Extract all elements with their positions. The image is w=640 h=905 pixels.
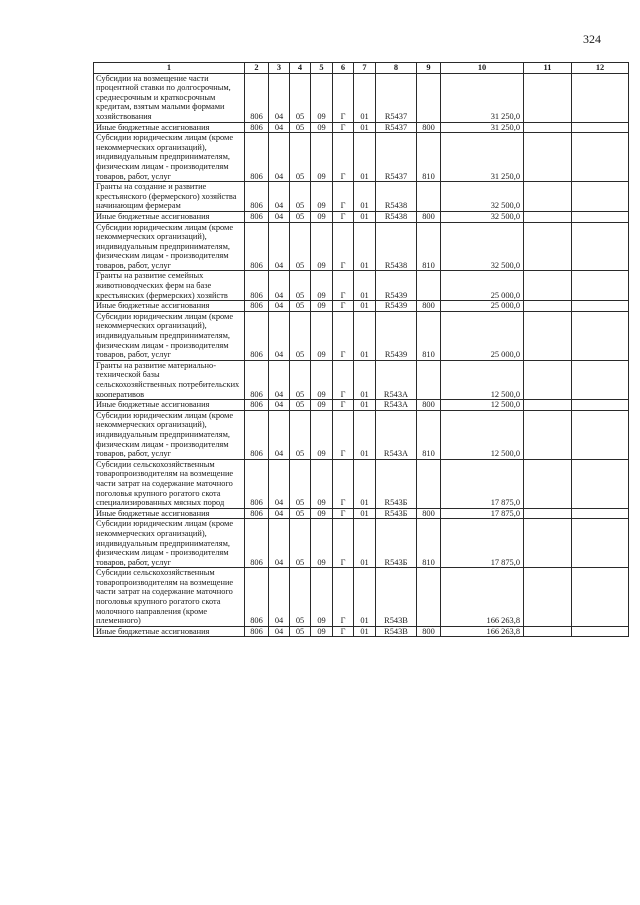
code-cell: R5438 <box>376 182 417 212</box>
amount-cell <box>572 182 629 212</box>
code-cell: 806 <box>245 222 269 271</box>
column-header: 7 <box>354 63 376 74</box>
code-cell: Г <box>333 410 354 459</box>
amount-cell <box>572 271 629 301</box>
code-cell: 01 <box>354 211 376 222</box>
code-cell: R543В <box>376 626 417 637</box>
code-cell: 806 <box>245 133 269 182</box>
code-cell: R543А <box>376 360 417 399</box>
amount-cell <box>524 568 572 627</box>
row-name-cell: Субсидии юридическим лицам (кроме некоммерческих организаций), индивидуальным предпринимателям, физическим лицам - производителям товаров, работ, услуг <box>94 519 245 568</box>
code-cell: 806 <box>245 73 269 122</box>
column-header: 6 <box>333 63 354 74</box>
row-name-cell: Иные бюджетные ассигнования <box>94 301 245 312</box>
row-name-cell: Иные бюджетные ассигнования <box>94 626 245 637</box>
amount-cell: 31 250,0 <box>441 122 524 133</box>
code-cell: 800 <box>417 122 441 133</box>
code-cell: 05 <box>290 519 311 568</box>
column-header: 1 <box>94 63 245 74</box>
code-cell: 05 <box>290 73 311 122</box>
amount-cell <box>572 360 629 399</box>
amount-cell: 32 500,0 <box>441 182 524 212</box>
code-cell: Г <box>333 211 354 222</box>
code-cell: 810 <box>417 133 441 182</box>
code-cell: Г <box>333 519 354 568</box>
code-cell: 04 <box>269 271 290 301</box>
column-header: 11 <box>524 63 572 74</box>
code-cell: 01 <box>354 508 376 519</box>
code-cell: 01 <box>354 410 376 459</box>
amount-cell: 31 250,0 <box>441 133 524 182</box>
amount-cell <box>524 410 572 459</box>
row-name-cell: Иные бюджетные ассигнования <box>94 122 245 133</box>
code-cell: 04 <box>269 360 290 399</box>
code-cell: 05 <box>290 211 311 222</box>
code-cell: R543В <box>376 568 417 627</box>
code-cell: R5437 <box>376 133 417 182</box>
code-cell: 09 <box>311 508 333 519</box>
code-cell: 09 <box>311 271 333 301</box>
table-row <box>94 410 629 459</box>
amount-cell <box>572 133 629 182</box>
amount-cell <box>524 133 572 182</box>
amount-cell <box>524 301 572 312</box>
row-name-cell: Субсидии сельскохозяйственным товаропроизводителям на возмещение части затрат на содержание маточного поголовья крупного рогатого скота специализированных мясных пород <box>94 459 245 508</box>
code-cell <box>417 459 441 508</box>
amount-cell: 25 000,0 <box>441 271 524 301</box>
code-cell: 806 <box>245 508 269 519</box>
code-cell: 04 <box>269 301 290 312</box>
code-cell: 04 <box>269 222 290 271</box>
code-cell: 800 <box>417 508 441 519</box>
amount-cell <box>524 519 572 568</box>
table-row <box>94 508 629 519</box>
code-cell: R5439 <box>376 301 417 312</box>
table-header-row <box>94 63 629 74</box>
code-cell: R5437 <box>376 73 417 122</box>
amount-cell: 25 000,0 <box>441 311 524 360</box>
code-cell: 05 <box>290 410 311 459</box>
code-cell: 05 <box>290 360 311 399</box>
code-cell: 800 <box>417 400 441 411</box>
table-row <box>94 122 629 133</box>
code-cell: 800 <box>417 626 441 637</box>
row-name-cell: Субсидии юридическим лицам (кроме некоммерческих организаций), индивидуальным предпринимателям, физическим лицам - производителям товаров, работ, услуг <box>94 133 245 182</box>
code-cell: 09 <box>311 211 333 222</box>
amount-cell <box>572 410 629 459</box>
column-header: 4 <box>290 63 311 74</box>
code-cell: 09 <box>311 519 333 568</box>
table-row <box>94 301 629 312</box>
amount-cell <box>572 222 629 271</box>
code-cell: 800 <box>417 211 441 222</box>
code-cell: 01 <box>354 133 376 182</box>
code-cell: 806 <box>245 211 269 222</box>
code-cell: 810 <box>417 311 441 360</box>
code-cell: R543А <box>376 410 417 459</box>
code-cell <box>417 73 441 122</box>
code-cell <box>417 360 441 399</box>
amount-cell <box>572 211 629 222</box>
amount-cell <box>572 301 629 312</box>
table-row <box>94 271 629 301</box>
table-row <box>94 459 629 508</box>
code-cell: 05 <box>290 508 311 519</box>
code-cell: 04 <box>269 400 290 411</box>
row-name-cell: Гранты на создание и развитие крестьянского (фермерского) хозяйства начинающим фермерам <box>94 182 245 212</box>
code-cell: 04 <box>269 459 290 508</box>
code-cell: 04 <box>269 182 290 212</box>
code-cell: 09 <box>311 410 333 459</box>
amount-cell <box>524 222 572 271</box>
code-cell: 09 <box>311 311 333 360</box>
code-cell: 01 <box>354 459 376 508</box>
amount-cell <box>572 626 629 637</box>
amount-cell <box>572 122 629 133</box>
code-cell: Г <box>333 311 354 360</box>
code-cell: Г <box>333 182 354 212</box>
code-cell: R543А <box>376 400 417 411</box>
code-cell: 01 <box>354 122 376 133</box>
row-name-cell: Гранты на развитие материально-технической базы сельскохозяйственных потребительских кооперативов <box>94 360 245 399</box>
code-cell: 09 <box>311 222 333 271</box>
code-cell: 01 <box>354 222 376 271</box>
amount-cell <box>572 568 629 627</box>
column-header: 12 <box>572 63 629 74</box>
amount-cell: 32 500,0 <box>441 211 524 222</box>
code-cell: Г <box>333 459 354 508</box>
amount-cell <box>524 211 572 222</box>
code-cell: 05 <box>290 122 311 133</box>
code-cell: 05 <box>290 459 311 508</box>
amount-cell: 12 500,0 <box>441 410 524 459</box>
code-cell: 806 <box>245 271 269 301</box>
code-cell: Г <box>333 400 354 411</box>
amount-cell <box>572 311 629 360</box>
amount-cell <box>524 400 572 411</box>
column-header: 8 <box>376 63 417 74</box>
code-cell: 09 <box>311 568 333 627</box>
code-cell: 806 <box>245 410 269 459</box>
amount-cell <box>524 626 572 637</box>
code-cell: 01 <box>354 73 376 122</box>
code-cell: 01 <box>354 568 376 627</box>
amount-cell: 31 250,0 <box>441 73 524 122</box>
code-cell: 04 <box>269 311 290 360</box>
code-cell <box>417 568 441 627</box>
row-name-cell: Иные бюджетные ассигнования <box>94 211 245 222</box>
code-cell: Г <box>333 508 354 519</box>
table-row <box>94 133 629 182</box>
table-row <box>94 222 629 271</box>
amount-cell: 166 263,8 <box>441 568 524 627</box>
code-cell: 04 <box>269 568 290 627</box>
row-name-cell: Субсидии сельскохозяйственным товаропроизводителям на возмещение части затрат на содержание маточного поголовья крупного рогатого скота молочного направления (кроме племенного) <box>94 568 245 627</box>
amount-cell: 17 875,0 <box>441 508 524 519</box>
amount-cell <box>524 182 572 212</box>
code-cell: 04 <box>269 508 290 519</box>
row-name-cell: Гранты на развитие семейных животноводческих ферм на базе крестьянских (фермерских) хозяйств <box>94 271 245 301</box>
code-cell: 806 <box>245 311 269 360</box>
code-cell: 05 <box>290 222 311 271</box>
amount-cell <box>524 508 572 519</box>
code-cell: 09 <box>311 73 333 122</box>
column-header: 5 <box>311 63 333 74</box>
amount-cell: 17 875,0 <box>441 519 524 568</box>
amount-cell <box>524 311 572 360</box>
budget-table <box>93 62 629 637</box>
code-cell: 810 <box>417 222 441 271</box>
table-row <box>94 568 629 627</box>
code-cell: 01 <box>354 271 376 301</box>
code-cell: Г <box>333 122 354 133</box>
column-header: 3 <box>269 63 290 74</box>
table-row <box>94 211 629 222</box>
amount-cell <box>524 459 572 508</box>
amount-cell <box>572 73 629 122</box>
row-name-cell: Субсидии юридическим лицам (кроме некоммерческих организаций), индивидуальным предпринимателям, физическим лицам - производителям товаров, работ, услуг <box>94 222 245 271</box>
column-header: 9 <box>417 63 441 74</box>
code-cell: 09 <box>311 133 333 182</box>
table-row <box>94 400 629 411</box>
code-cell: 01 <box>354 311 376 360</box>
code-cell: 09 <box>311 626 333 637</box>
amount-cell: 12 500,0 <box>441 400 524 411</box>
code-cell: 09 <box>311 400 333 411</box>
code-cell: R543Б <box>376 519 417 568</box>
code-cell: 806 <box>245 301 269 312</box>
code-cell: 806 <box>245 626 269 637</box>
code-cell: Г <box>333 301 354 312</box>
code-cell: 01 <box>354 360 376 399</box>
row-name-cell: Иные бюджетные ассигнования <box>94 508 245 519</box>
code-cell: 806 <box>245 459 269 508</box>
amount-cell <box>572 459 629 508</box>
row-name-cell: Субсидии юридическим лицам (кроме некоммерческих организаций), индивидуальным предпринимателям, физическим лицам - производителям товаров, работ, услуг <box>94 311 245 360</box>
code-cell: 05 <box>290 626 311 637</box>
code-cell: Г <box>333 222 354 271</box>
code-cell: Г <box>333 271 354 301</box>
table-row <box>94 182 629 212</box>
row-name-cell: Иные бюджетные ассигнования <box>94 400 245 411</box>
code-cell: 05 <box>290 301 311 312</box>
code-cell: R543Б <box>376 508 417 519</box>
amount-cell: 25 000,0 <box>441 301 524 312</box>
code-cell: Г <box>333 626 354 637</box>
code-cell: Г <box>333 568 354 627</box>
code-cell: 05 <box>290 311 311 360</box>
code-cell <box>417 271 441 301</box>
code-cell: 05 <box>290 133 311 182</box>
code-cell: 04 <box>269 410 290 459</box>
code-cell: R5439 <box>376 311 417 360</box>
code-cell: Г <box>333 133 354 182</box>
code-cell: 806 <box>245 360 269 399</box>
table-row <box>94 311 629 360</box>
amount-cell <box>524 271 572 301</box>
code-cell: 05 <box>290 568 311 627</box>
amount-cell <box>572 508 629 519</box>
row-name-cell: Субсидии юридическим лицам (кроме некоммерческих организаций), индивидуальным предпринимателям, физическим лицам - производителям товаров, работ, услуг <box>94 410 245 459</box>
code-cell: 04 <box>269 519 290 568</box>
amount-cell <box>572 519 629 568</box>
code-cell: 04 <box>269 122 290 133</box>
column-header: 10 <box>441 63 524 74</box>
amount-cell <box>524 122 572 133</box>
table-row <box>94 626 629 637</box>
table-row <box>94 519 629 568</box>
code-cell: Г <box>333 73 354 122</box>
page-number: 324 <box>583 32 601 46</box>
code-cell: 09 <box>311 301 333 312</box>
table-row <box>94 73 629 122</box>
table-row <box>94 360 629 399</box>
amount-cell: 32 500,0 <box>441 222 524 271</box>
code-cell: 05 <box>290 182 311 212</box>
code-cell: 09 <box>311 360 333 399</box>
code-cell: 01 <box>354 626 376 637</box>
code-cell: 806 <box>245 568 269 627</box>
code-cell: 01 <box>354 519 376 568</box>
code-cell: R5439 <box>376 271 417 301</box>
code-cell: 09 <box>311 182 333 212</box>
code-cell: 04 <box>269 211 290 222</box>
code-cell: 810 <box>417 519 441 568</box>
code-cell: 01 <box>354 400 376 411</box>
code-cell: 800 <box>417 301 441 312</box>
code-cell: Г <box>333 360 354 399</box>
code-cell: 01 <box>354 182 376 212</box>
code-cell: 05 <box>290 271 311 301</box>
code-cell: R5438 <box>376 222 417 271</box>
code-cell: 810 <box>417 410 441 459</box>
code-cell: 806 <box>245 122 269 133</box>
code-cell: 01 <box>354 301 376 312</box>
code-cell: R543Б <box>376 459 417 508</box>
code-cell: 09 <box>311 122 333 133</box>
code-cell: 04 <box>269 133 290 182</box>
code-cell <box>417 182 441 212</box>
code-cell: 04 <box>269 73 290 122</box>
amount-cell <box>524 73 572 122</box>
code-cell: 09 <box>311 459 333 508</box>
amount-cell: 12 500,0 <box>441 360 524 399</box>
amount-cell <box>572 400 629 411</box>
code-cell: 806 <box>245 519 269 568</box>
amount-cell: 166 263,8 <box>441 626 524 637</box>
code-cell: R5437 <box>376 122 417 133</box>
code-cell: 04 <box>269 626 290 637</box>
amount-cell <box>524 360 572 399</box>
code-cell: 806 <box>245 400 269 411</box>
code-cell: R5438 <box>376 211 417 222</box>
amount-cell: 17 875,0 <box>441 459 524 508</box>
code-cell: 05 <box>290 400 311 411</box>
code-cell: 806 <box>245 182 269 212</box>
column-header: 2 <box>245 63 269 74</box>
row-name-cell: Субсидии на возмещение части процентной ставки по долгосрочным, среднесрочным и краткосрочным кредитам, взятым малыми формами хозяйствования <box>94 73 245 122</box>
